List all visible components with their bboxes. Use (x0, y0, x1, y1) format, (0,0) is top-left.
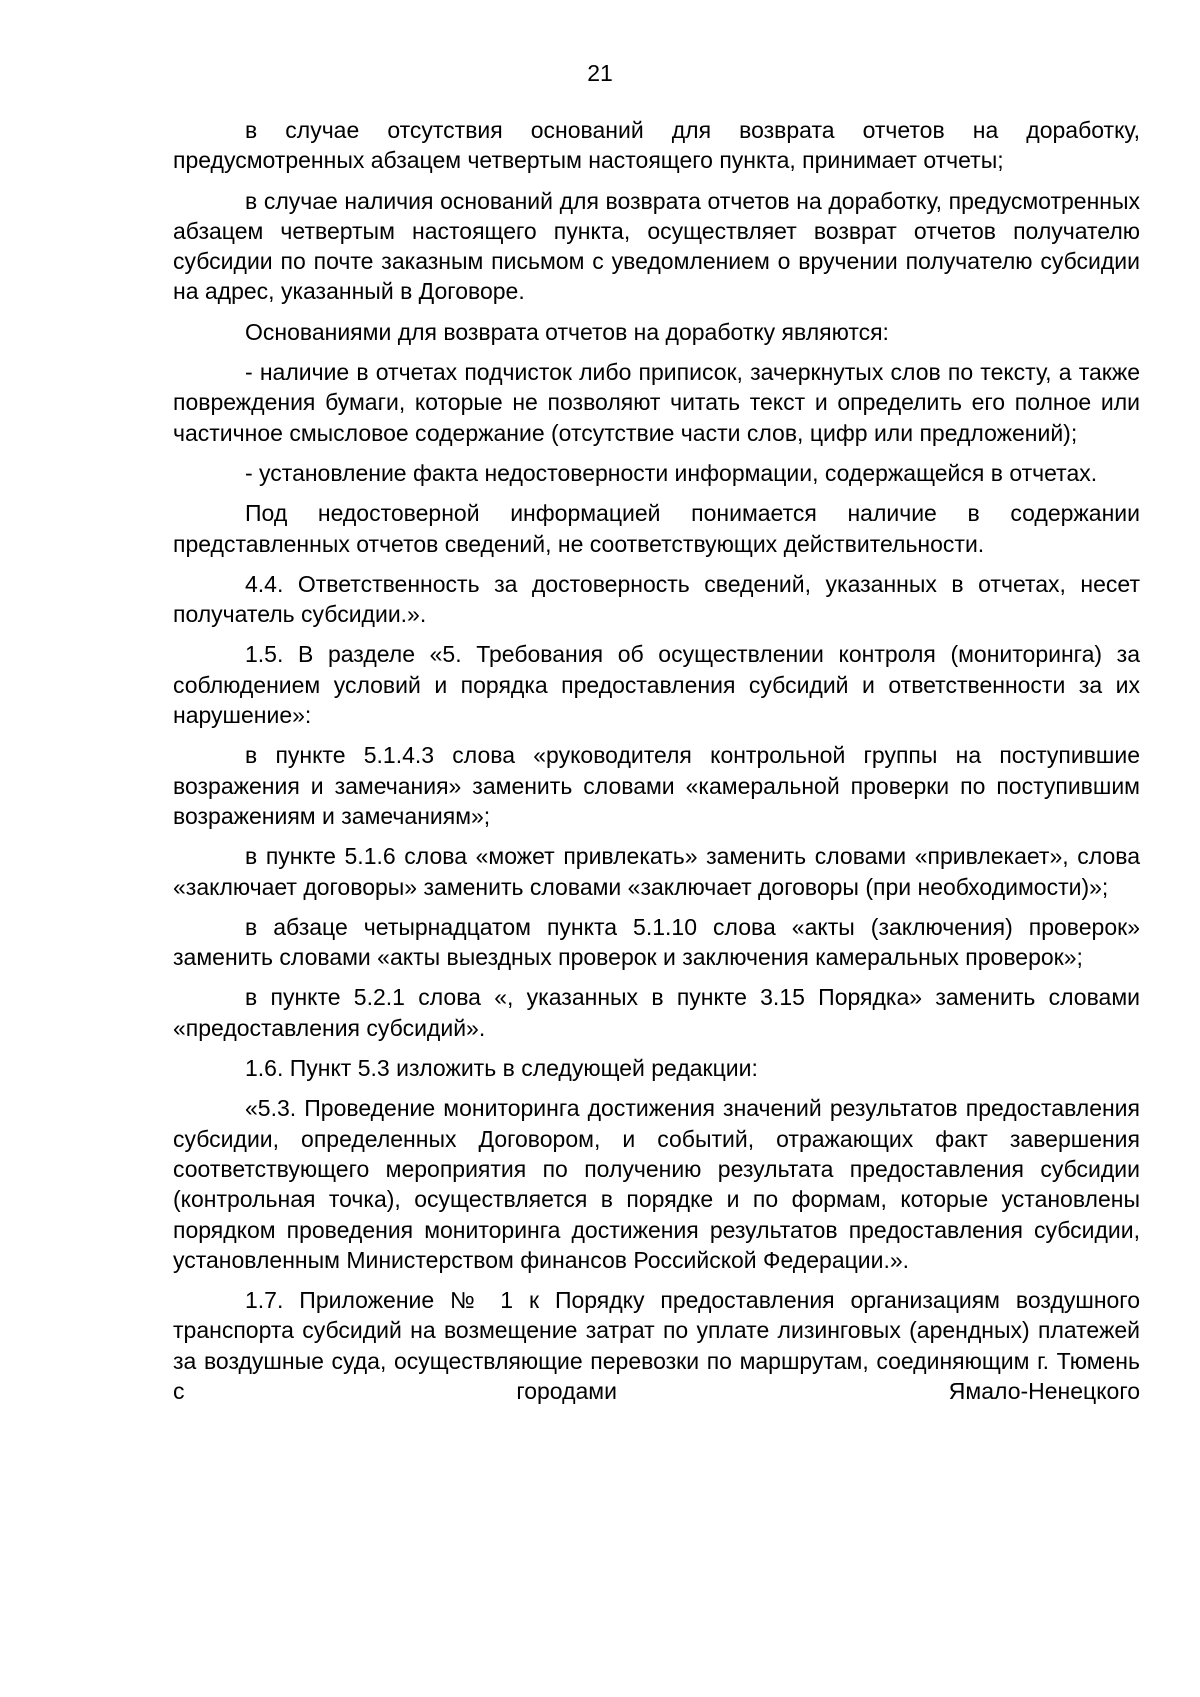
paragraph-item-1-7: 1.7. Приложение № 1 к Порядку предоставления организациям воздушного транспорта субсидий на возмещение затрат по уплате лизинговых (арендных) платежей за воздушные суда, осуществляющие перевозки по маршрутам, соединяющим г. Тюмень с городами Ямало-Ненецкого (173, 1287, 1140, 1404)
paragraph-clause-5-3: «5.3. Проведение мониторинга достижения значений результатов предоставления субсидии, определенных Договором, и событий, отражающих факт завершения соответствующего мероприятия по получению результата предоставления субсидии (контрольная точка), осуществляется в порядке и по формам, которые установлены порядком проведения мониторинга достижения результатов предоставления субсидии, установленным Министерством финансов Российской Федерации.». (173, 1095, 1140, 1273)
paragraph-return-reports: в случае наличия оснований для возврата отчетов на доработку, предусмотренных абзацем четвертым настоящего пункта, осуществляет возврат отчетов получателю субсидии по почте заказным письмом с уведомлением о вручении получателю субсидии на адрес, указанный в Договоре. (173, 187, 1140, 305)
paragraph-accept-reports: в случае отсутствия оснований для возврата отчетов на доработку, предусмотренных абзацем четвертым настоящего пункта, принимает отчеты; (173, 117, 1140, 174)
paragraph-grounds-heading: Основаниями для возврата отчетов на доработку являются: (245, 318, 889, 345)
paragraph-clause-5-1-10: в абзаце четырнадцатом пункта 5.1.10 слова «акты (заключения) проверок» заменить словами «акты выездных проверок и заключения камеральных проверок»; (173, 913, 1140, 971)
paragraph-clause-4-4: 4.4. Ответственность за достоверность сведений, указанных в отчетах, несет получатель субсидии.». (173, 570, 1140, 628)
paragraph-item-1-6: 1.6. Пункт 5.3 изложить в следующей редакции: (245, 1055, 758, 1082)
page-number: 21 (587, 60, 613, 86)
paragraph-ground-erasures: - наличие в отчетах подчисток либо приписок, зачеркнутых слов по тексту, а также повреждения бумаги, которые не позволяют читать текст и определить его полное или частичное смысловое содержание (отсутствие части слов, цифр или предложений); (173, 359, 1140, 446)
paragraph-clause-5-1-4-3: в пункте 5.1.4.3 слова «руководителя контрольной группы на поступившие возражения и замечания» заменить словами «камеральной проверки по поступившим возражениям и замечаниям»; (173, 742, 1140, 829)
paragraph-clause-5-1-6: в пункте 5.1.6 слова «может привлекать» заменить словами «привлекает», слова «заключает договоры» заменить словами «заключает договоры (при необходимости)»; (173, 843, 1140, 900)
paragraph-item-1-5: 1.5. В разделе «5. Требования об осуществлении контроля (мониторинга) за соблюдением условий и порядка предоставления субсидий и ответственности за их нарушение»: (173, 641, 1140, 729)
paragraph-clause-5-2-1: в пункте 5.2.1 слова «, указанных в пункте 3.15 Порядка» заменить словами «предоставления субсидий». (173, 984, 1140, 1041)
paragraph-false-info-definition: Под недостоверной информацией понимается наличие в содержании представленных отчетов сведений, не соответствующих действительности. (173, 500, 1140, 557)
document-body (173, 115, 1140, 1416)
paragraph-ground-false-info: - установление факта недостоверности информации, содержащейся в отчетах. (245, 459, 1098, 486)
